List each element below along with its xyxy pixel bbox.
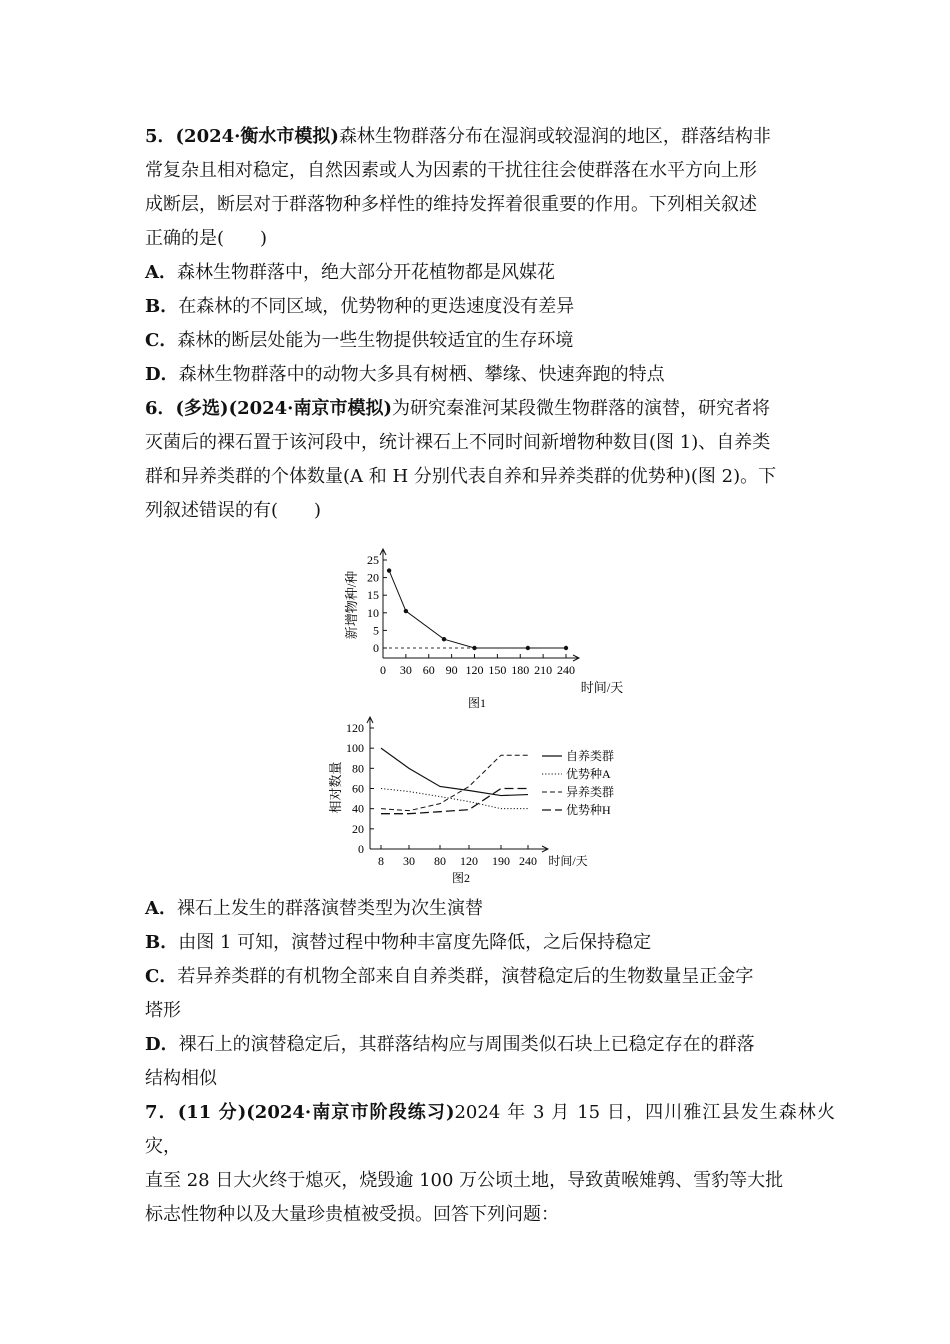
- q5-stem: [145, 120, 835, 154]
- option-label: C．: [145, 330, 178, 351]
- x-tick-label: 240: [519, 854, 537, 868]
- q6-source: (多选)(2024·南京市模拟): [175, 398, 392, 419]
- y-tick-label: 5: [373, 623, 379, 638]
- x-tick-label: 120: [460, 854, 478, 868]
- option-label: D．: [145, 1034, 179, 1055]
- legend-label: 异养类群: [566, 785, 615, 799]
- q5-source: (2024·衡水市模拟): [175, 126, 339, 147]
- q6-line: 群和异养类群的个体数量(A 和 H 分别代表自养和异养类群的优势种)(图 2)。下: [145, 466, 777, 487]
- q7-line: 直至 28 日大火终于熄灭，烧毁逾 100 万公顷土地，导致黄喉雉鹑、雪豹等大批: [145, 1170, 784, 1191]
- q7-stem: [145, 1096, 835, 1164]
- legend-label: 优势种H: [566, 803, 611, 817]
- q5-option-b: [145, 290, 835, 324]
- x-tick-label: 30: [403, 854, 415, 868]
- option-label: A．: [145, 262, 177, 283]
- q6-option-c: [145, 960, 835, 994]
- option-label: B．: [145, 932, 179, 953]
- q5-line: 常复杂且相对稳定，自然因素或人为因素的干扰往往会使群落在水平方向上形: [145, 160, 757, 181]
- q6-option-a: [145, 892, 835, 926]
- q7-line: 标志性物种以及大量珍贵植被受损。回答下列问题：: [145, 1204, 559, 1225]
- data-point: [387, 568, 391, 572]
- q6-line: 灭菌后的裸石置于该河段中，统计裸石上不同时间新增物种数目(图 1)、自养类: [145, 432, 771, 453]
- y-tick-label: 0: [358, 842, 364, 856]
- option-text: 森林生物群落中，绝大部分开花植物都是风媒花: [176, 262, 555, 283]
- x-axis-label: 时间/天: [548, 854, 588, 868]
- y-axis-label: 相对数量: [328, 761, 343, 814]
- q6-option-d: [145, 1028, 835, 1062]
- q5-option-c: [145, 324, 835, 358]
- option-text: 若异养类群的有机物全部来自自养类群，演替稳定后的生物数量呈正金字: [177, 966, 754, 987]
- y-tick-label: 15: [367, 588, 379, 603]
- q6-option-b: [145, 926, 835, 960]
- x-tick-label: 30: [399, 663, 412, 677]
- series-line: [389, 571, 566, 648]
- x-axis-label: 时间/天: [580, 680, 624, 695]
- option-text-cont: 结构相似: [145, 1068, 217, 1089]
- series-line: [381, 789, 528, 814]
- option-text: 裸石上发生的群落演替类型为次生演替: [176, 898, 483, 919]
- option-text: 森林的断层处能为一些生物提供较适宜的生存环境: [177, 330, 574, 351]
- data-point: [472, 646, 476, 650]
- y-tick-label: 60: [352, 781, 364, 796]
- y-tick-label: 10: [367, 605, 379, 620]
- figure-1-chart: [320, 540, 640, 710]
- option-label: D．: [145, 364, 179, 385]
- legend-label: 优势种A: [566, 767, 611, 781]
- q5-line: 成断层，断层对于群落物种多样性的维持发挥着很重要的作用。下列相关叙述: [145, 194, 757, 215]
- x-tick-label: 8: [378, 854, 384, 868]
- figure-2-chart: [320, 712, 640, 887]
- q7-source: (11 分)(2024·南京市阶段练习): [177, 1102, 455, 1123]
- data-point: [564, 646, 568, 650]
- q6-line: 列叙述错误的有( ): [145, 500, 322, 521]
- data-point: [442, 637, 446, 641]
- q5-line: 正确的是( ): [145, 228, 268, 249]
- x-tick-label: 180: [511, 663, 530, 677]
- y-axis-label: 新增物种/种: [344, 570, 359, 640]
- figure-caption: 图2: [451, 871, 471, 885]
- x-tick-label: 190: [492, 854, 510, 868]
- option-text: 裸石上的演替稳定后，其群落结构应与周围类似石块上已稳定存在的群落: [178, 1034, 755, 1055]
- q7-number: 7．: [145, 1102, 178, 1123]
- q6-stem: [145, 392, 835, 426]
- q6-line: 为研究秦淮河某段微生物群落的演替，研究者将: [391, 398, 770, 419]
- option-text: 由图 1 可知，演替过程中物种丰富度先降低，之后保持稳定: [178, 932, 652, 953]
- y-tick-label: 0: [373, 641, 379, 655]
- series-line: [381, 789, 528, 809]
- data-point: [404, 609, 408, 613]
- y-tick-label: 120: [346, 721, 364, 735]
- legend-label: 自养类群: [566, 749, 615, 763]
- figure-caption: 图1: [467, 696, 487, 710]
- x-tick-label: 80: [434, 854, 446, 868]
- x-tick-label: 60: [422, 663, 435, 677]
- x-tick-label: 240: [557, 663, 575, 677]
- option-text: 在森林的不同区域，优势物种的更迭速度没有差异: [178, 296, 575, 317]
- y-tick-label: 80: [352, 761, 364, 776]
- y-tick-label: 25: [367, 553, 379, 567]
- q6-number: 6．: [145, 398, 176, 419]
- x-tick-label: 90: [445, 663, 458, 677]
- x-tick-label: 150: [488, 663, 507, 677]
- q5-option-d: [145, 358, 835, 392]
- q5-number: 5．: [145, 126, 176, 147]
- q5-line: 森林生物群落分布在湿润或较湿润的地区，群落结构非: [338, 126, 771, 147]
- x-tick-label: 120: [465, 663, 484, 677]
- option-label: A．: [145, 898, 177, 919]
- y-tick-label: 100: [346, 741, 364, 756]
- x-tick-label: 0: [380, 663, 386, 677]
- y-tick-label: 20: [367, 570, 379, 585]
- x-tick-label: 210: [534, 663, 553, 677]
- q5-option-a: [145, 256, 835, 290]
- option-label: C．: [145, 966, 178, 987]
- y-tick-label: 40: [352, 801, 364, 816]
- option-text: 森林生物群落中的动物大多具有树栖、攀缘、快速奔跑的特点: [178, 364, 665, 385]
- data-point: [526, 646, 530, 650]
- option-text-cont: 塔形: [145, 1000, 181, 1021]
- q7-line: 2024 年 3 月 15 日，四川雅江县发生森林火灾，: [145, 1102, 836, 1157]
- y-tick-label: 20: [352, 821, 364, 836]
- option-label: B．: [145, 296, 179, 317]
